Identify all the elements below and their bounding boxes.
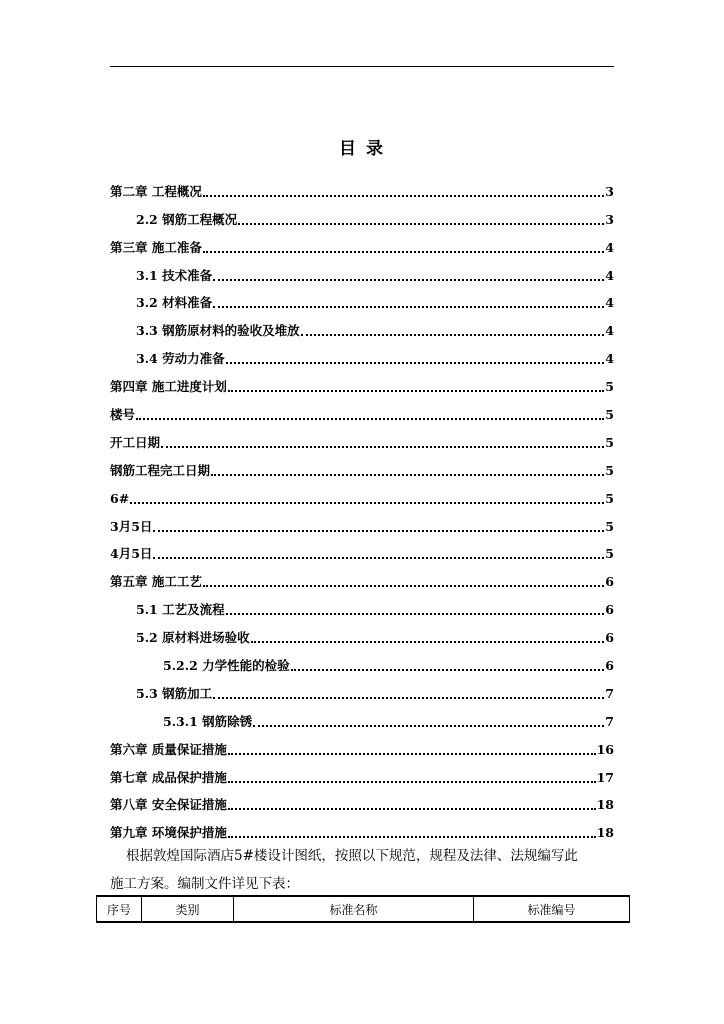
toc-entry-page: 4 [605, 239, 614, 255]
intro-paragraph [110, 842, 626, 898]
toc-dot-leader [301, 333, 605, 336]
toc-entry-page: 5 [605, 407, 614, 423]
standards-table [96, 895, 630, 923]
intro-line-1: 根据敦煌国际酒店5#楼设计图纸，按照以下规范，规程及法律、法规编写此 [126, 848, 578, 864]
toc-entry[interactable] [110, 507, 614, 535]
toc-entry-label: 第四章 施工进度计划 [110, 379, 227, 395]
toc-entry-label: 4月5日 [110, 546, 153, 562]
toc-entry[interactable] [110, 702, 614, 730]
toc-entry-page: 18 [596, 797, 614, 813]
toc-entry-label: 开工日期 [110, 434, 161, 450]
toc-dot-leader [291, 668, 605, 671]
toc-entry[interactable] [110, 284, 614, 312]
toc-entry-page: 6 [605, 602, 614, 618]
toc-dot-leader [153, 529, 604, 532]
toc-entry-label: 6# [110, 490, 130, 506]
toc-entry[interactable] [110, 786, 614, 814]
intro-line-2: 施工方案。编制文件详见下表： [110, 876, 299, 892]
toc-entry[interactable] [110, 618, 614, 646]
toc-entry[interactable] [110, 813, 614, 841]
toc-entry-label: 3.2 材料准备 [136, 295, 213, 311]
toc-entry-label: 第八章 安全保证措施 [110, 797, 227, 813]
toc-entry[interactable] [110, 256, 614, 284]
toc-entry[interactable] [110, 395, 614, 423]
toc-entry-label: 2.2 钢筋工程概况 [136, 211, 238, 227]
toc-dot-leader [226, 361, 605, 364]
toc-entry-page: 6 [605, 630, 614, 646]
toc-dot-leader [251, 640, 605, 643]
toc-entry[interactable] [110, 367, 614, 395]
toc-entry-label: 第六章 质量保证措施 [110, 741, 227, 757]
toc-dot-leader [211, 473, 604, 476]
toc-entry-page: 3 [605, 211, 614, 227]
toc-entry-label: 5.2.2 力学性能的检验 [163, 658, 290, 674]
toc-entry[interactable] [110, 590, 614, 618]
toc-dot-leader [228, 389, 604, 392]
toc-entry-page: 6 [605, 658, 614, 674]
toc-entry[interactable] [110, 562, 614, 590]
header-rule [110, 66, 614, 67]
toc-entry-page: 4 [605, 323, 614, 339]
toc-entry[interactable] [110, 479, 614, 507]
toc-dot-leader [228, 807, 596, 810]
toc-entry[interactable] [110, 423, 614, 451]
table-header-row [97, 896, 630, 922]
toc-entry[interactable] [110, 646, 614, 674]
table-of-contents [110, 172, 614, 841]
toc-entry-page: 6 [605, 574, 614, 590]
toc-entry-page: 5 [605, 546, 614, 562]
toc-entry-page: 18 [596, 825, 614, 841]
toc-dot-leader [203, 250, 604, 253]
toc-dot-leader [161, 445, 604, 448]
toc-entry-label: 第七章 成品保护措施 [110, 769, 227, 785]
toc-dot-leader [153, 556, 604, 559]
toc-entry[interactable] [110, 674, 614, 702]
toc-dot-leader [228, 835, 596, 838]
toc-dot-leader [136, 417, 604, 420]
toc-entry[interactable] [110, 339, 614, 367]
toc-entry[interactable] [110, 451, 614, 479]
toc-entry-page: 7 [605, 713, 614, 729]
toc-entry-page: 5 [605, 434, 614, 450]
toc-entry-label: 第二章 工程概况 [110, 183, 202, 199]
toc-dot-leader [228, 780, 596, 783]
header-standard-number: 标准编号 [474, 896, 630, 922]
toc-dot-leader [130, 501, 604, 504]
toc-dot-leader [228, 752, 596, 755]
page-title: 目 录 [339, 139, 385, 159]
toc-entry-label: 3月5日 [110, 518, 153, 534]
toc-entry-label: 5.1 工艺及流程 [136, 602, 225, 618]
toc-entry-label: 5.3.1 钢筋除锈 [163, 713, 253, 729]
toc-entry-page: 7 [605, 685, 614, 701]
toc-entry-page: 4 [605, 351, 614, 367]
toc-entry-label: 第九章 环境保护措施 [110, 825, 227, 841]
toc-entry-page: 5 [605, 518, 614, 534]
toc-entry-label: 5.3 钢筋加工 [136, 685, 213, 701]
toc-entry-page: 17 [596, 769, 614, 785]
toc-entry[interactable] [110, 535, 614, 563]
toc-dot-leader [203, 584, 604, 587]
toc-entry-page: 5 [605, 379, 614, 395]
toc-entry-page: 5 [605, 490, 614, 506]
toc-entry-label: 第五章 施工工艺 [110, 574, 202, 590]
toc-entry-label: 第三章 施工准备 [110, 239, 202, 255]
header-index: 序号 [97, 896, 142, 922]
toc-entry-page: 16 [596, 741, 614, 757]
toc-entry[interactable] [110, 758, 614, 786]
toc-entry[interactable] [110, 730, 614, 758]
toc-dot-leader [213, 305, 604, 308]
toc-entry-label: 5.2 原材料进场验收 [136, 630, 250, 646]
toc-entry[interactable] [110, 311, 614, 339]
toc-dot-leader [213, 696, 604, 699]
toc-dot-leader [238, 222, 604, 225]
toc-entry-label: 楼号 [110, 407, 136, 423]
toc-entry-label: 3.4 劳动力准备 [136, 351, 225, 367]
toc-entry-page: 4 [605, 267, 614, 283]
toc-dot-leader [253, 724, 604, 727]
toc-entry-page: 3 [605, 183, 614, 199]
toc-dot-leader [226, 612, 605, 615]
toc-entry[interactable] [110, 228, 614, 256]
toc-dot-leader [213, 278, 604, 281]
toc-entry-page: 4 [605, 295, 614, 311]
header-category: 类别 [142, 896, 234, 922]
toc-entry-label: 3.1 技术准备 [136, 267, 213, 283]
header-standard-name: 标准名称 [234, 896, 474, 922]
toc-entry-label: 钢筋工程完工日期 [110, 462, 211, 478]
toc-entry[interactable] [110, 172, 614, 200]
toc-entry-label: 3.3 钢筋原材料的验收及堆放 [136, 323, 300, 339]
toc-entry-page: 5 [605, 462, 614, 478]
toc-entry[interactable] [110, 200, 614, 228]
toc-dot-leader [203, 194, 604, 197]
